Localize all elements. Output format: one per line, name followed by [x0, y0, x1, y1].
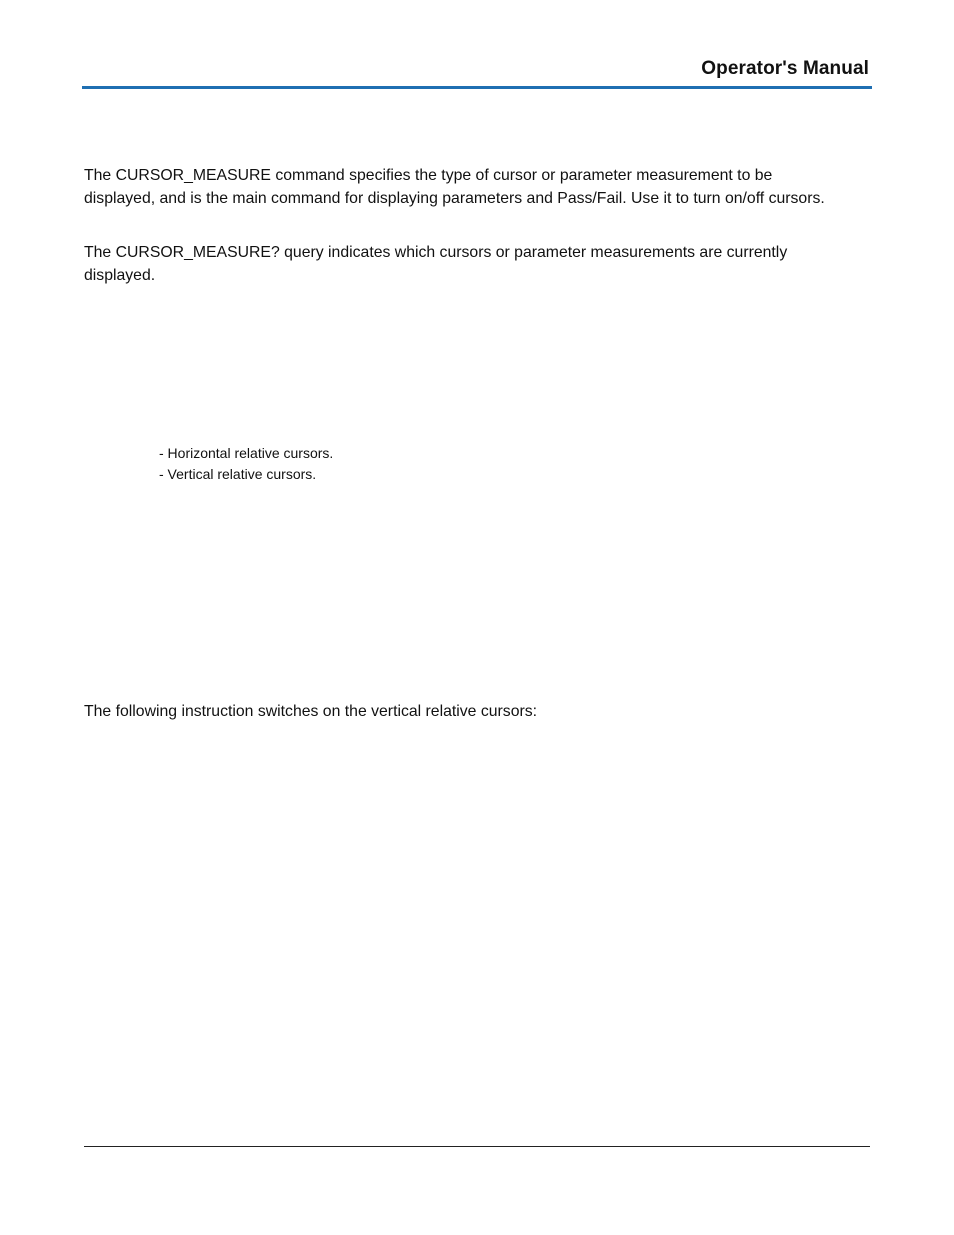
- footer-divider: [84, 1146, 870, 1147]
- description-paragraph: The CURSOR_MEASURE command specifies the type of cursor or parameter measurement to be displayed, and is the main command for displaying parameters and Pass/Fail. Use it to turn on/off cursors.: [84, 167, 825, 207]
- page-header-title: Operator's Manual: [701, 58, 869, 79]
- option-vertical-relative: - Vertical relative cursors.: [159, 466, 317, 482]
- option-horizontal-relative: - Horizontal relative cursors.: [159, 445, 334, 461]
- query-description-paragraph: The CURSOR_MEASURE? query indicates which cursors or parameter measurements are currently displayed.: [84, 244, 788, 284]
- example-intro-paragraph: The following instruction switches on the vertical relative cursors:: [84, 703, 538, 720]
- header-divider: [82, 86, 872, 89]
